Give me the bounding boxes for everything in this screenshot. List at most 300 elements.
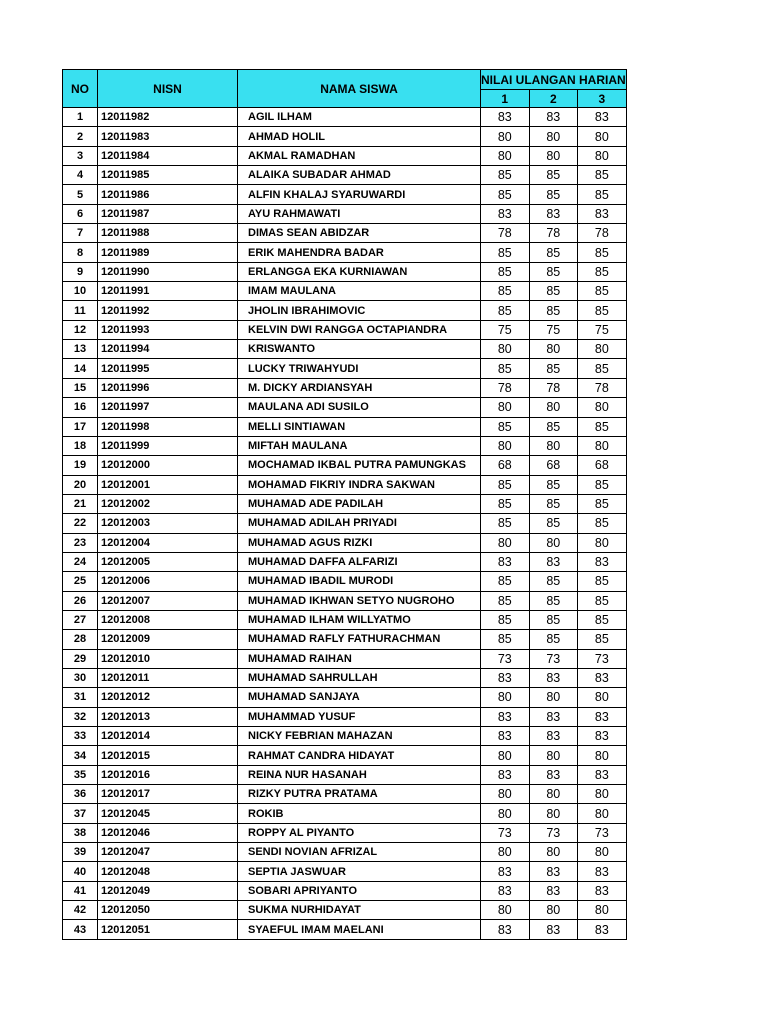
row-number-cell: 19	[63, 456, 98, 475]
student-name-cell: SYAEFUL IMAM MAELANI	[238, 920, 481, 939]
score-1-cell: 80	[481, 436, 530, 455]
student-name-cell: MUHAMAD ADE PADILAH	[238, 494, 481, 513]
score-3-cell: 85	[578, 185, 627, 204]
nisn-cell: 12011997	[98, 398, 238, 417]
nisn-cell: 12012004	[98, 533, 238, 552]
nisn-cell: 12011987	[98, 204, 238, 223]
score-1-cell: 80	[481, 785, 530, 804]
score-3-cell: 85	[578, 166, 627, 185]
nisn-cell: 12012003	[98, 514, 238, 533]
score-3-cell: 85	[578, 282, 627, 301]
table-row	[63, 843, 627, 862]
table-body	[63, 108, 627, 940]
score-3-cell: 80	[578, 688, 627, 707]
score-1-cell: 85	[481, 359, 530, 378]
score-3-cell: 85	[578, 359, 627, 378]
score-3-cell: 83	[578, 204, 627, 223]
score-1-cell: 78	[481, 378, 530, 397]
score-3-cell: 80	[578, 533, 627, 552]
student-name-cell: DIMAS SEAN ABIDZAR	[238, 224, 481, 243]
student-name-cell: SENDI NOVIAN AFRIZAL	[238, 843, 481, 862]
row-number-cell: 10	[63, 282, 98, 301]
score-2-cell: 80	[529, 785, 578, 804]
row-number-cell: 28	[63, 630, 98, 649]
score-2-cell: 80	[529, 436, 578, 455]
score-3-cell: 83	[578, 707, 627, 726]
table-header	[63, 70, 627, 108]
row-number-cell: 24	[63, 552, 98, 571]
student-name-cell: IMAM MAULANA	[238, 282, 481, 301]
nisn-cell: 12011985	[98, 166, 238, 185]
student-name-cell: MUHAMAD IBADIL MURODI	[238, 572, 481, 591]
score-2-cell: 83	[529, 204, 578, 223]
table-row	[63, 243, 627, 262]
score-3-cell: 80	[578, 804, 627, 823]
row-number-cell: 35	[63, 765, 98, 784]
table-row	[63, 688, 627, 707]
score-1-cell: 83	[481, 204, 530, 223]
row-number-cell: 5	[63, 185, 98, 204]
table-row	[63, 920, 627, 939]
table-row	[63, 359, 627, 378]
nisn-cell: 12012017	[98, 785, 238, 804]
table-row	[63, 514, 627, 533]
table-row	[63, 901, 627, 920]
nisn-cell: 12012010	[98, 649, 238, 668]
score-2-cell: 83	[529, 862, 578, 881]
score-2-cell: 80	[529, 843, 578, 862]
header-no: NO	[63, 70, 98, 108]
score-2-cell: 80	[529, 746, 578, 765]
row-number-cell: 41	[63, 881, 98, 900]
score-3-cell: 83	[578, 765, 627, 784]
nisn-cell: 12011983	[98, 127, 238, 146]
table-row	[63, 456, 627, 475]
student-name-cell: KRISWANTO	[238, 340, 481, 359]
student-name-cell: RIZKY PUTRA PRATAMA	[238, 785, 481, 804]
student-name-cell: MUHAMAD IKHWAN SETYO NUGROHO	[238, 591, 481, 610]
score-1-cell: 83	[481, 552, 530, 571]
student-name-cell: MUHAMAD SAHRULLAH	[238, 668, 481, 687]
table-row	[63, 610, 627, 629]
row-number-cell: 22	[63, 514, 98, 533]
score-3-cell: 80	[578, 127, 627, 146]
score-2-cell: 73	[529, 649, 578, 668]
student-name-cell: MUHAMAD SANJAYA	[238, 688, 481, 707]
nisn-cell: 12012006	[98, 572, 238, 591]
score-3-cell: 83	[578, 727, 627, 746]
student-name-cell: MUHAMAD RAFLY FATHURACHMAN	[238, 630, 481, 649]
nisn-cell: 12011996	[98, 378, 238, 397]
score-3-cell: 80	[578, 901, 627, 920]
student-name-cell: MOCHAMAD IKBAL PUTRA PAMUNGKAS	[238, 456, 481, 475]
table-row	[63, 727, 627, 746]
student-name-cell: SUKMA NURHIDAYAT	[238, 901, 481, 920]
score-1-cell: 68	[481, 456, 530, 475]
score-1-cell: 83	[481, 668, 530, 687]
student-name-cell: ALAIKA SUBADAR AHMAD	[238, 166, 481, 185]
score-3-cell: 80	[578, 746, 627, 765]
score-2-cell: 85	[529, 610, 578, 629]
table-row	[63, 417, 627, 436]
student-name-cell: NICKY FEBRIAN MAHAZAN	[238, 727, 481, 746]
nisn-cell: 12011988	[98, 224, 238, 243]
nisn-cell: 12012007	[98, 591, 238, 610]
score-1-cell: 73	[481, 649, 530, 668]
row-number-cell: 31	[63, 688, 98, 707]
score-2-cell: 83	[529, 552, 578, 571]
row-number-cell: 9	[63, 262, 98, 281]
row-number-cell: 16	[63, 398, 98, 417]
table-row	[63, 166, 627, 185]
student-name-cell: RAHMAT CANDRA HIDAYAT	[238, 746, 481, 765]
nisn-cell: 12012047	[98, 843, 238, 862]
score-2-cell: 85	[529, 572, 578, 591]
nisn-cell: 12012012	[98, 688, 238, 707]
student-name-cell: KELVIN DWI RANGGA OCTAPIANDRA	[238, 320, 481, 339]
score-1-cell: 80	[481, 746, 530, 765]
table-row	[63, 301, 627, 320]
nisn-cell: 12012008	[98, 610, 238, 629]
score-2-cell: 85	[529, 359, 578, 378]
table-row	[63, 649, 627, 668]
nisn-cell: 12012001	[98, 475, 238, 494]
score-1-cell: 78	[481, 224, 530, 243]
score-1-cell: 80	[481, 843, 530, 862]
table-row	[63, 475, 627, 494]
row-number-cell: 2	[63, 127, 98, 146]
score-3-cell: 80	[578, 785, 627, 804]
score-3-cell: 83	[578, 881, 627, 900]
nisn-cell: 12011991	[98, 282, 238, 301]
score-3-cell: 83	[578, 920, 627, 939]
table-row	[63, 862, 627, 881]
student-name-cell: SEPTIA JASWUAR	[238, 862, 481, 881]
header-score-3: 3	[578, 90, 627, 108]
row-number-cell: 13	[63, 340, 98, 359]
score-1-cell: 73	[481, 823, 530, 842]
score-1-cell: 85	[481, 166, 530, 185]
score-1-cell: 85	[481, 610, 530, 629]
nisn-cell: 12012009	[98, 630, 238, 649]
header-score-1: 1	[481, 90, 530, 108]
score-2-cell: 80	[529, 146, 578, 165]
score-3-cell: 83	[578, 552, 627, 571]
score-1-cell: 85	[481, 282, 530, 301]
nisn-cell: 12011994	[98, 340, 238, 359]
score-2-cell: 83	[529, 707, 578, 726]
row-number-cell: 12	[63, 320, 98, 339]
table-row	[63, 804, 627, 823]
score-2-cell: 80	[529, 533, 578, 552]
table-row	[63, 127, 627, 146]
score-2-cell: 83	[529, 881, 578, 900]
score-2-cell: 80	[529, 804, 578, 823]
table-row	[63, 630, 627, 649]
row-number-cell: 18	[63, 436, 98, 455]
score-3-cell: 80	[578, 436, 627, 455]
nisn-cell: 12012013	[98, 707, 238, 726]
nisn-cell: 12012048	[98, 862, 238, 881]
student-name-cell: ROPPY AL PIYANTO	[238, 823, 481, 842]
score-3-cell: 85	[578, 494, 627, 513]
row-number-cell: 39	[63, 843, 98, 862]
nisn-cell: 12012011	[98, 668, 238, 687]
table-row	[63, 572, 627, 591]
score-1-cell: 85	[481, 475, 530, 494]
score-3-cell: 83	[578, 668, 627, 687]
score-3-cell: 85	[578, 630, 627, 649]
row-number-cell: 4	[63, 166, 98, 185]
table-row	[63, 533, 627, 552]
student-name-cell: AYU RAHMAWATI	[238, 204, 481, 223]
score-2-cell: 73	[529, 823, 578, 842]
table-row	[63, 224, 627, 243]
score-2-cell: 83	[529, 108, 578, 127]
student-name-cell: M. DICKY ARDIANSYAH	[238, 378, 481, 397]
row-number-cell: 42	[63, 901, 98, 920]
table-row	[63, 262, 627, 281]
score-3-cell: 75	[578, 320, 627, 339]
row-number-cell: 8	[63, 243, 98, 262]
score-3-cell: 78	[578, 224, 627, 243]
row-number-cell: 25	[63, 572, 98, 591]
row-number-cell: 1	[63, 108, 98, 127]
score-3-cell: 68	[578, 456, 627, 475]
table-row	[63, 707, 627, 726]
score-1-cell: 80	[481, 688, 530, 707]
score-1-cell: 85	[481, 494, 530, 513]
score-1-cell: 85	[481, 514, 530, 533]
score-2-cell: 80	[529, 127, 578, 146]
score-2-cell: 85	[529, 282, 578, 301]
nisn-cell: 12011998	[98, 417, 238, 436]
score-1-cell: 80	[481, 127, 530, 146]
row-number-cell: 20	[63, 475, 98, 494]
row-number-cell: 7	[63, 224, 98, 243]
student-name-cell: MUHAMAD RAIHAN	[238, 649, 481, 668]
score-1-cell: 83	[481, 707, 530, 726]
table-row	[63, 765, 627, 784]
score-1-cell: 85	[481, 243, 530, 262]
score-2-cell: 85	[529, 475, 578, 494]
nisn-cell: 12011993	[98, 320, 238, 339]
nisn-cell: 12012045	[98, 804, 238, 823]
student-name-cell: JHOLIN IBRAHIMOVIC	[238, 301, 481, 320]
score-3-cell: 73	[578, 649, 627, 668]
student-name-cell: MUHAMAD AGUS RIZKI	[238, 533, 481, 552]
score-2-cell: 85	[529, 262, 578, 281]
header-nisn: NISN	[98, 70, 238, 108]
nisn-cell: 12011986	[98, 185, 238, 204]
score-1-cell: 85	[481, 417, 530, 436]
score-3-cell: 85	[578, 301, 627, 320]
nisn-cell: 12011982	[98, 108, 238, 127]
score-2-cell: 68	[529, 456, 578, 475]
score-1-cell: 85	[481, 301, 530, 320]
score-1-cell: 85	[481, 185, 530, 204]
student-name-cell: AHMAD HOLIL	[238, 127, 481, 146]
row-number-cell: 36	[63, 785, 98, 804]
score-3-cell: 85	[578, 417, 627, 436]
row-number-cell: 34	[63, 746, 98, 765]
header-nilai-ulangan-harian: NILAI ULANGAN HARIAN	[481, 70, 627, 90]
score-2-cell: 85	[529, 591, 578, 610]
score-3-cell: 83	[578, 862, 627, 881]
row-number-cell: 33	[63, 727, 98, 746]
row-number-cell: 43	[63, 920, 98, 939]
score-1-cell: 85	[481, 630, 530, 649]
table-row	[63, 282, 627, 301]
score-1-cell: 83	[481, 727, 530, 746]
row-number-cell: 30	[63, 668, 98, 687]
table-row	[63, 204, 627, 223]
score-3-cell: 85	[578, 262, 627, 281]
score-2-cell: 78	[529, 378, 578, 397]
student-name-cell: MIFTAH MAULANA	[238, 436, 481, 455]
score-3-cell: 85	[578, 572, 627, 591]
score-1-cell: 80	[481, 340, 530, 359]
table-row	[63, 185, 627, 204]
nisn-cell: 12012051	[98, 920, 238, 939]
student-name-cell: ROKIB	[238, 804, 481, 823]
score-1-cell: 85	[481, 591, 530, 610]
score-3-cell: 85	[578, 243, 627, 262]
table-row	[63, 785, 627, 804]
score-3-cell: 80	[578, 843, 627, 862]
score-1-cell: 83	[481, 881, 530, 900]
score-2-cell: 85	[529, 301, 578, 320]
header-score-2: 2	[529, 90, 578, 108]
score-1-cell: 83	[481, 765, 530, 784]
student-name-cell: MELLI SINTIAWAN	[238, 417, 481, 436]
table-row	[63, 146, 627, 165]
score-2-cell: 75	[529, 320, 578, 339]
student-name-cell: SOBARI APRIYANTO	[238, 881, 481, 900]
student-name-cell: ALFIN KHALAJ SYARUWARDI	[238, 185, 481, 204]
table-row	[63, 746, 627, 765]
score-3-cell: 80	[578, 398, 627, 417]
row-number-cell: 27	[63, 610, 98, 629]
row-number-cell: 17	[63, 417, 98, 436]
table-row	[63, 494, 627, 513]
nisn-cell: 12012050	[98, 901, 238, 920]
student-name-cell: ERLANGGA EKA KURNIAWAN	[238, 262, 481, 281]
score-2-cell: 85	[529, 166, 578, 185]
score-2-cell: 83	[529, 920, 578, 939]
score-2-cell: 80	[529, 901, 578, 920]
score-2-cell: 85	[529, 185, 578, 204]
score-3-cell: 85	[578, 475, 627, 494]
table-row	[63, 340, 627, 359]
score-3-cell: 85	[578, 514, 627, 533]
nisn-cell: 12011999	[98, 436, 238, 455]
score-2-cell: 83	[529, 727, 578, 746]
score-1-cell: 83	[481, 920, 530, 939]
row-number-cell: 11	[63, 301, 98, 320]
table-row	[63, 378, 627, 397]
row-number-cell: 6	[63, 204, 98, 223]
nisn-cell: 12012016	[98, 765, 238, 784]
student-name-cell: MUHAMMAD YUSUF	[238, 707, 481, 726]
student-name-cell: REINA NUR HASANAH	[238, 765, 481, 784]
student-name-cell: LUCKY TRIWAHYUDI	[238, 359, 481, 378]
score-1-cell: 75	[481, 320, 530, 339]
table-row	[63, 108, 627, 127]
score-1-cell: 85	[481, 572, 530, 591]
table-row	[63, 823, 627, 842]
row-number-cell: 21	[63, 494, 98, 513]
student-name-cell: MUHAMAD ADILAH PRIYADI	[238, 514, 481, 533]
row-number-cell: 14	[63, 359, 98, 378]
score-2-cell: 85	[529, 243, 578, 262]
row-number-cell: 40	[63, 862, 98, 881]
table-row	[63, 668, 627, 687]
nisn-cell: 12011984	[98, 146, 238, 165]
student-name-cell: MOHAMAD FIKRIY INDRA SAKWAN	[238, 475, 481, 494]
score-3-cell: 73	[578, 823, 627, 842]
nisn-cell: 12012049	[98, 881, 238, 900]
nisn-cell: 12011995	[98, 359, 238, 378]
row-number-cell: 32	[63, 707, 98, 726]
score-2-cell: 85	[529, 417, 578, 436]
score-3-cell: 85	[578, 591, 627, 610]
score-1-cell: 85	[481, 262, 530, 281]
score-1-cell: 80	[481, 804, 530, 823]
row-number-cell: 23	[63, 533, 98, 552]
nisn-cell: 12012002	[98, 494, 238, 513]
nisn-cell: 12011990	[98, 262, 238, 281]
score-3-cell: 80	[578, 146, 627, 165]
student-name-cell: ERIK MAHENDRA BADAR	[238, 243, 481, 262]
table-row	[63, 398, 627, 417]
table-row	[63, 436, 627, 455]
nisn-cell: 12012014	[98, 727, 238, 746]
score-1-cell: 80	[481, 398, 530, 417]
row-number-cell: 38	[63, 823, 98, 842]
nisn-cell: 12012046	[98, 823, 238, 842]
score-1-cell: 83	[481, 108, 530, 127]
score-1-cell: 80	[481, 533, 530, 552]
score-2-cell: 78	[529, 224, 578, 243]
row-number-cell: 26	[63, 591, 98, 610]
score-3-cell: 80	[578, 340, 627, 359]
student-name-cell: MUHAMAD DAFFA ALFARIZI	[238, 552, 481, 571]
score-2-cell: 85	[529, 514, 578, 533]
row-number-cell: 29	[63, 649, 98, 668]
score-1-cell: 80	[481, 901, 530, 920]
score-2-cell: 80	[529, 688, 578, 707]
score-1-cell: 80	[481, 146, 530, 165]
table-row	[63, 591, 627, 610]
nisn-cell: 12012005	[98, 552, 238, 571]
score-2-cell: 85	[529, 494, 578, 513]
nisn-cell: 12011992	[98, 301, 238, 320]
table-row	[63, 552, 627, 571]
student-name-cell: AKMAL RAMADHAN	[238, 146, 481, 165]
nisn-cell: 12011989	[98, 243, 238, 262]
score-2-cell: 83	[529, 765, 578, 784]
nisn-cell: 12012015	[98, 746, 238, 765]
header-nama-siswa: NAMA SISWA	[238, 70, 481, 108]
table-row	[63, 320, 627, 339]
row-number-cell: 3	[63, 146, 98, 165]
score-2-cell: 80	[529, 340, 578, 359]
nisn-cell: 12012000	[98, 456, 238, 475]
score-1-cell: 83	[481, 862, 530, 881]
row-number-cell: 15	[63, 378, 98, 397]
score-3-cell: 83	[578, 108, 627, 127]
